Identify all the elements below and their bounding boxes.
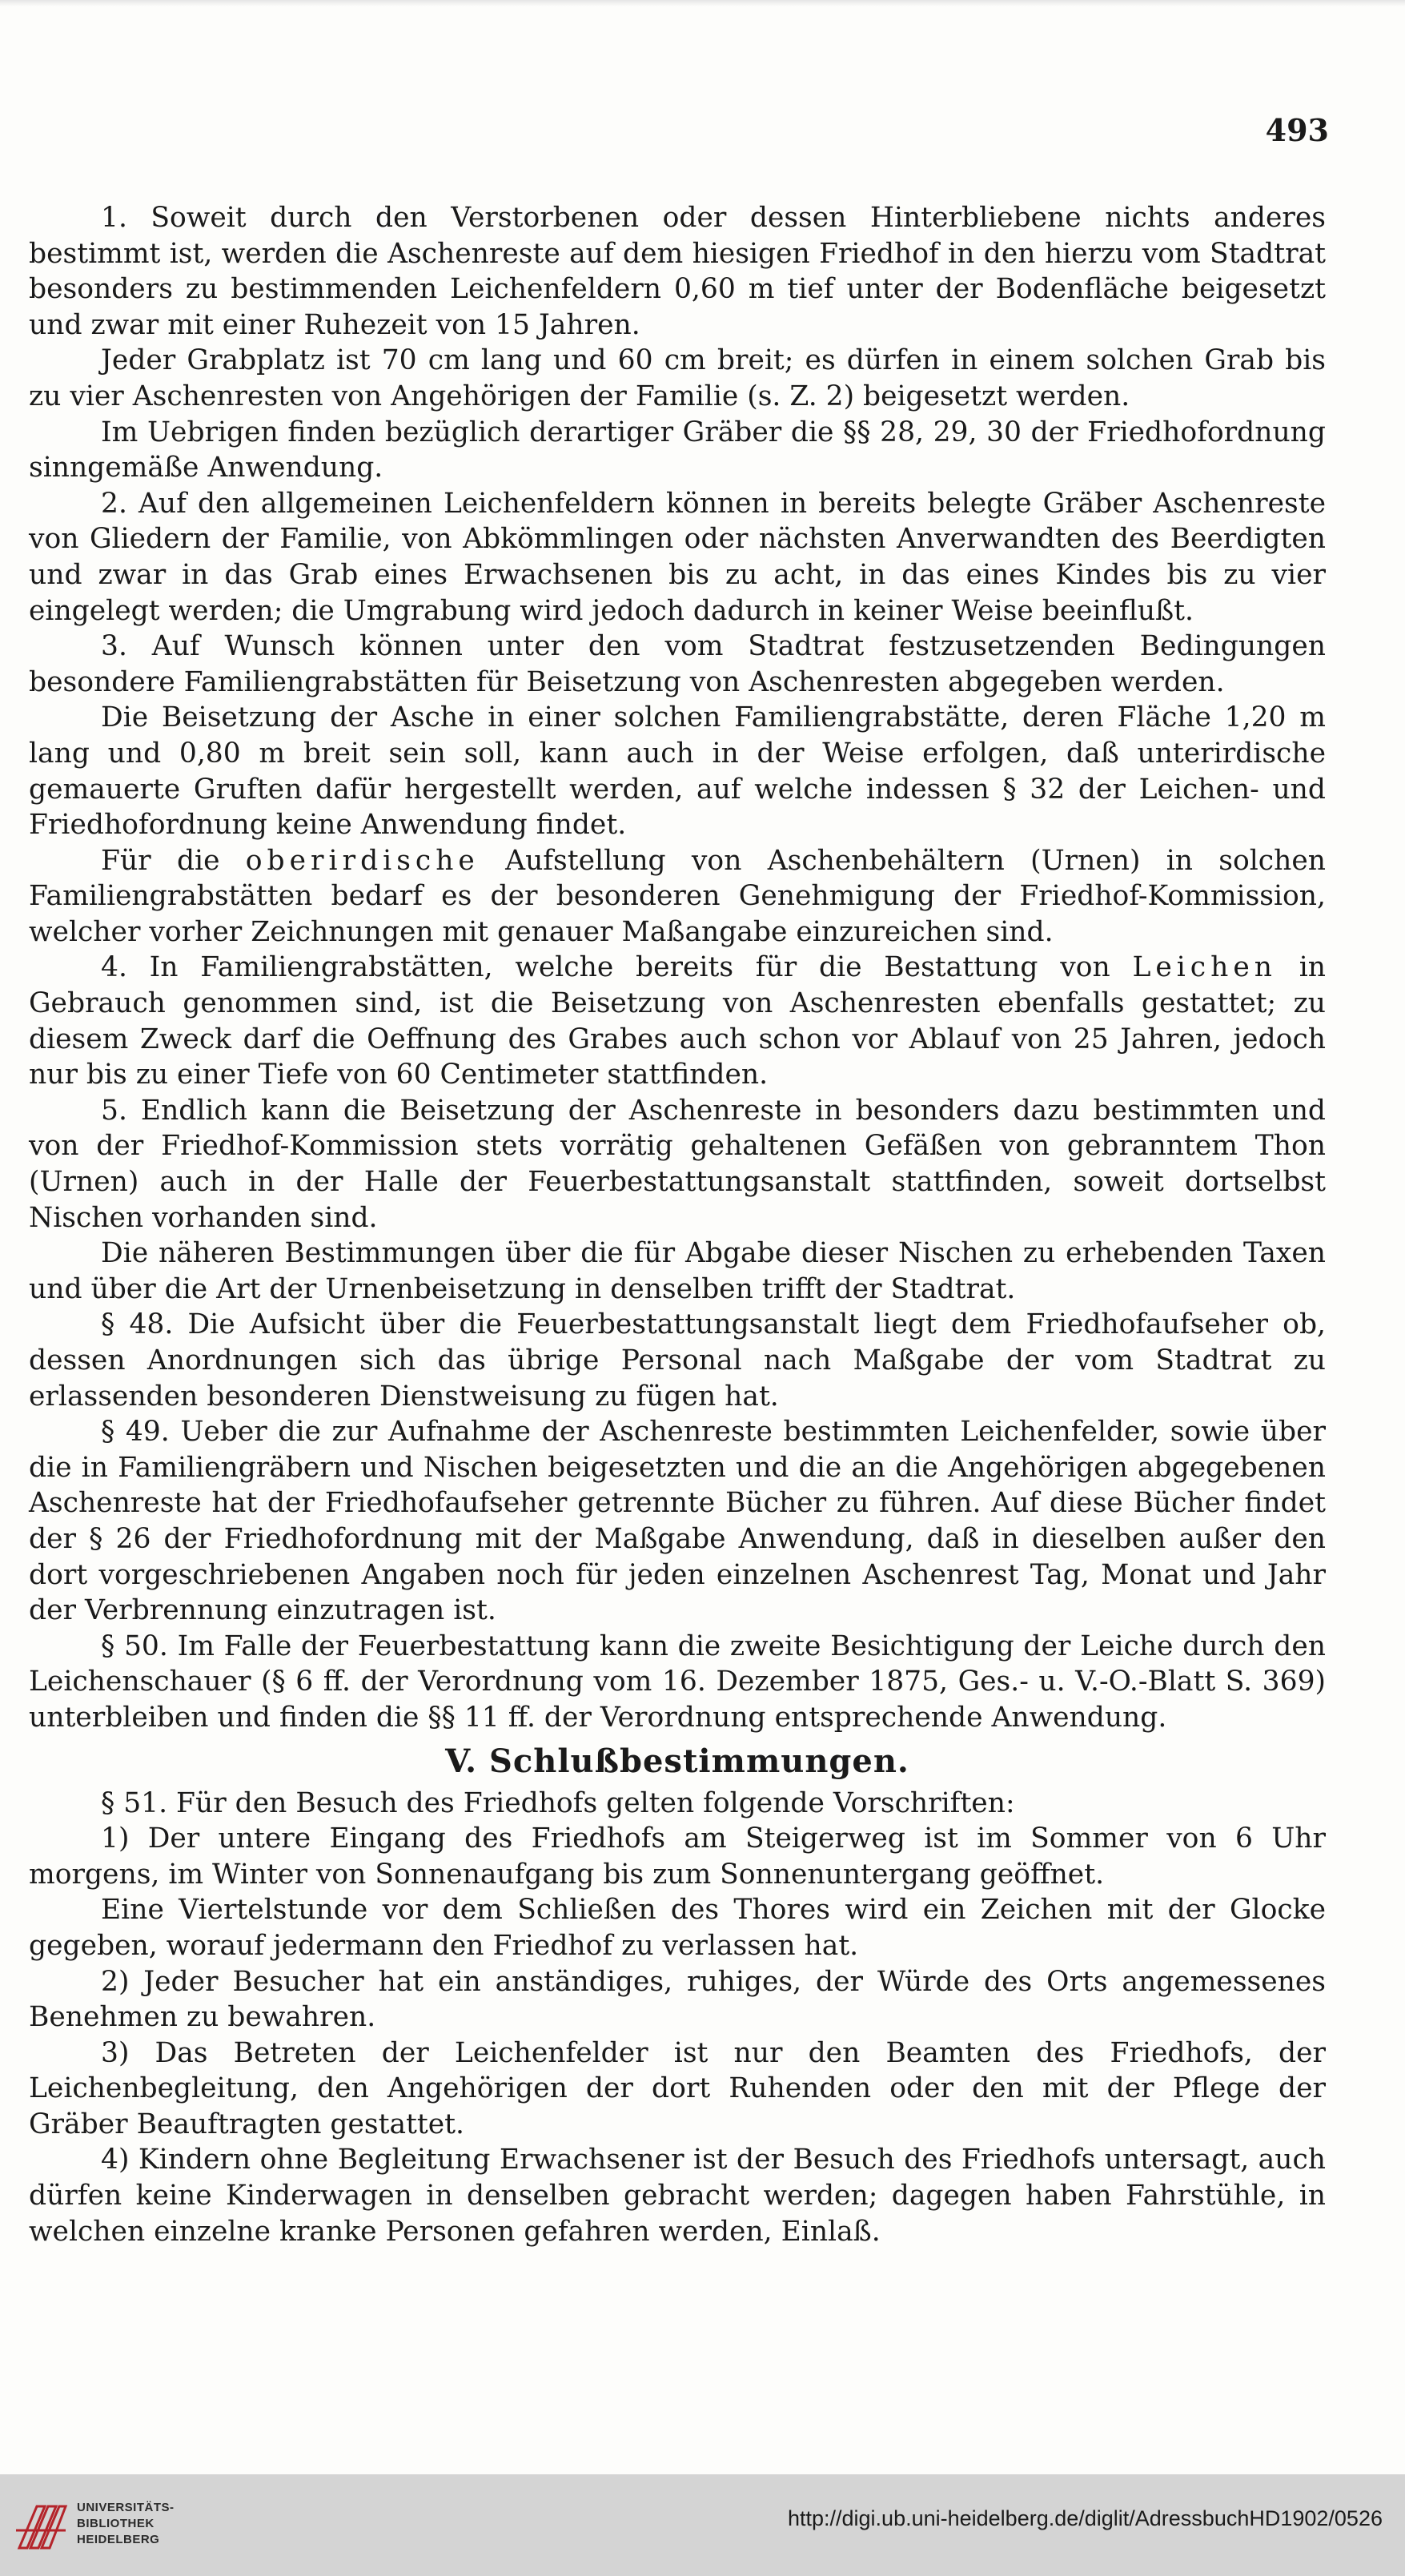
page-number: 493 <box>1265 112 1329 148</box>
paragraph: Die Beisetzung der Asche in einer solchen Familiengrabstätte, deren Fläche 1,20 m lang und 0,80 m breit sein soll, kann auch in der Weise erfolgen, daß unterirdische gemauerte Gruften dafür hergestellt werden, auf welche indessen § 32 der Leichen- und Friedhofordnung keine Anwendung findet. <box>29 701 1326 842</box>
logo-line: UNIVERSITÄTS- <box>77 2501 175 2514</box>
spaced-emphasis: Leichen <box>1132 951 1277 984</box>
source-url-link[interactable]: http://digi.ub.uni-heidelberg.de/diglit/AdressbuchHD1902/0526 <box>787 2506 1383 2530</box>
logo-line: HEIDELBERG <box>77 2533 160 2546</box>
paragraph: 3) Das Betreten der Leichenfelder ist nur den Beamten des Friedhofs, der Leichenbegleitung, den Angehörigen der dort Ruhenden oder den mit der Pflege der Gräber Beauftragten gestattet. <box>29 2036 1326 2140</box>
paragraph: Die näheren Bestimmungen über die für Abgabe dieser Nischen zu erhebenden Taxen und über die Art der Urnenbeisetzung in denselben trifft der Stadtrat. <box>29 1237 1326 1305</box>
logo-text <box>77 2500 175 2548</box>
logo-line: BIBLIOTHEK <box>77 2517 155 2530</box>
paragraph: Eine Viertelstunde vor dem Schließen des Thores wird ein Zeichen mit der Glocke gegeben, worauf jedermann den Friedhof zu verlassen hat. <box>29 1894 1326 1962</box>
paragraph: § 49. Ueber die zur Aufnahme der Aschenreste bestimmten Leichenfelder, sowie über die in Familiengräbern und Nischen beigesetzten und die an die Angehörigen abgegebenen Aschenreste hat der Friedhofaufseher getrennte Bücher zu führen. Auf diese Bücher findet der § 26 der Friedhofordnung mit der Maßgabe Anwendung, daß in dieselben außer den dort vorgeschriebenen Angaben noch für jeden einzelnen Aschenrest Tag, Monat und Jahr der Verbrennung einzutragen ist. <box>29 1416 1326 1627</box>
paragraph-leichen <box>29 950 1326 1092</box>
paragraph: Im Uebrigen finden bezüglich derartiger Gräber die §§ 28, 29, 30 der Friedhofordnung sinngemäße Anwendung. <box>29 416 1326 484</box>
text-run: Für die <box>101 844 246 877</box>
paragraph: 3. Auf Wunsch können unter den vom Stadtrat festzusetzenden Bedingungen besondere Familiengrabstätten für Beisetzung von Aschenresten abgegeben werden. <box>29 630 1326 698</box>
text-run: in Gebrauch genommen sind, ist die Beisetzung von Aschenresten ebenfalls gestattet; zu diesem Zweck darf die Oeffnung des Grabes auch schon vor Ablauf von 25 Jahren, jedoch nur bis zu einer Tiefe von 60 Centimeter stattfinden. <box>29 951 1326 1091</box>
library-seal-icon <box>13 2498 69 2554</box>
section-heading: V. Schlußbestimmungen. <box>445 1742 909 1780</box>
university-library-logo[interactable] <box>13 2492 205 2558</box>
paragraph: 1) Der untere Eingang des Friedhofs am Steigerweg ist im Sommer von 6 Uhr morgens, im Winter von Sonnenaufgang bis zum Sonnenuntergang geöffnet. <box>29 1822 1326 1891</box>
paragraph: 2. Auf den allgemeinen Leichenfeldern können in bereits belegte Gräber Aschenreste von Gliedern der Familie, von Abkömmlingen oder nächsten Anverwandten des Beerdigten und zwar in das Grab eines Erwachsenen bis zu acht, in das eines Kindes bis zu vier eingelegt werden; die Umgrabung wird jedoch dadurch in keiner Weise beeinflußt. <box>29 487 1326 627</box>
paragraph: 5. Endlich kann die Beisetzung der Aschenreste in besonders dazu bestimmten und von der Friedhof-Kommission stets vorrätig gehaltenen Gefäßen von gebranntem Thon (Urnen) auch in der Halle der Feuerbestattungsanstalt stattfinden, soweit dortselbst Nischen vorhanden sind. <box>29 1094 1326 1234</box>
paragraph: § 48. Die Aufsicht über die Feuerbestattungsanstalt liegt dem Friedhofaufseher ob, dessen Anordnungen sich das übrige Personal nach Maßgabe der vom Stadtrat zu erlassenden besonderen Dienstweisung zu fügen hat. <box>29 1308 1326 1413</box>
viewer-footer <box>0 2474 1405 2576</box>
paragraph: 2) Jeder Besucher hat ein anständiges, ruhiges, der Würde des Orts angemessenes Benehmen zu bewahren. <box>29 1965 1326 2034</box>
page-top-edge <box>0 0 1405 6</box>
paragraph: § 50. Im Falle der Feuerbestattung kann die zweite Besichtigung der Leiche durch den Leichenschauer (§ 6 ff. der Verordnung vom 16. Dezember 1875, Ges.- u. V.-O.-Blatt S. 369) unterbleiben und finden die §§ 11 ff. der Verordnung entsprechende Anwendung. <box>29 1630 1326 1734</box>
paragraph: 1. Soweit durch den Verstorbenen oder dessen Hinterbliebene nichts anderes bestimmt ist, werden die Aschenreste auf dem hiesigen Friedhof in den hierzu vom Stadtrat besonders zu bestimmenden Leichenfeldern 0,60 m tief unter der Bodenfläche beigesetzt und zwar mit einer Ruhezeit von 15 Jahren. <box>29 202 1326 341</box>
page-body <box>29 200 1326 2249</box>
text-run: Aufstellung von Aschenbehältern (Urnen) in solchen Familiengrabstätten bedarf es der besonderen Genehmigung der Friedhof-Kommission, welcher vorher Zeichnungen mit genauer Maßangabe einzureichen sind. <box>29 844 1326 948</box>
paragraph: § 51. Für den Besuch des Friedhofs gelten folgende Vorschriften: <box>101 1786 1015 1819</box>
paragraph: 4) Kindern ohne Begleitung Erwachsener ist der Besuch des Friedhofs untersagt, auch dürfen keine Kinderwagen in denselben gebracht werden; dagegen haben Fahrstühle, in welchen einzelne kranke Personen gefahren werden, Einlaß. <box>29 2144 1326 2248</box>
paragraph: Jeder Grabplatz ist 70 cm lang und 60 cm breit; es dürfen in einem solchen Grab bis zu vier Aschenresten von Angehörigen der Familie (s. Z. 2) beigesetzt werden. <box>29 344 1326 412</box>
paragraph-oberirdisch <box>29 843 1326 950</box>
spaced-emphasis: oberirdische <box>245 844 480 877</box>
text-run: 4. In Familiengrabstätten, welche bereits für die Bestattung von <box>101 951 1133 984</box>
